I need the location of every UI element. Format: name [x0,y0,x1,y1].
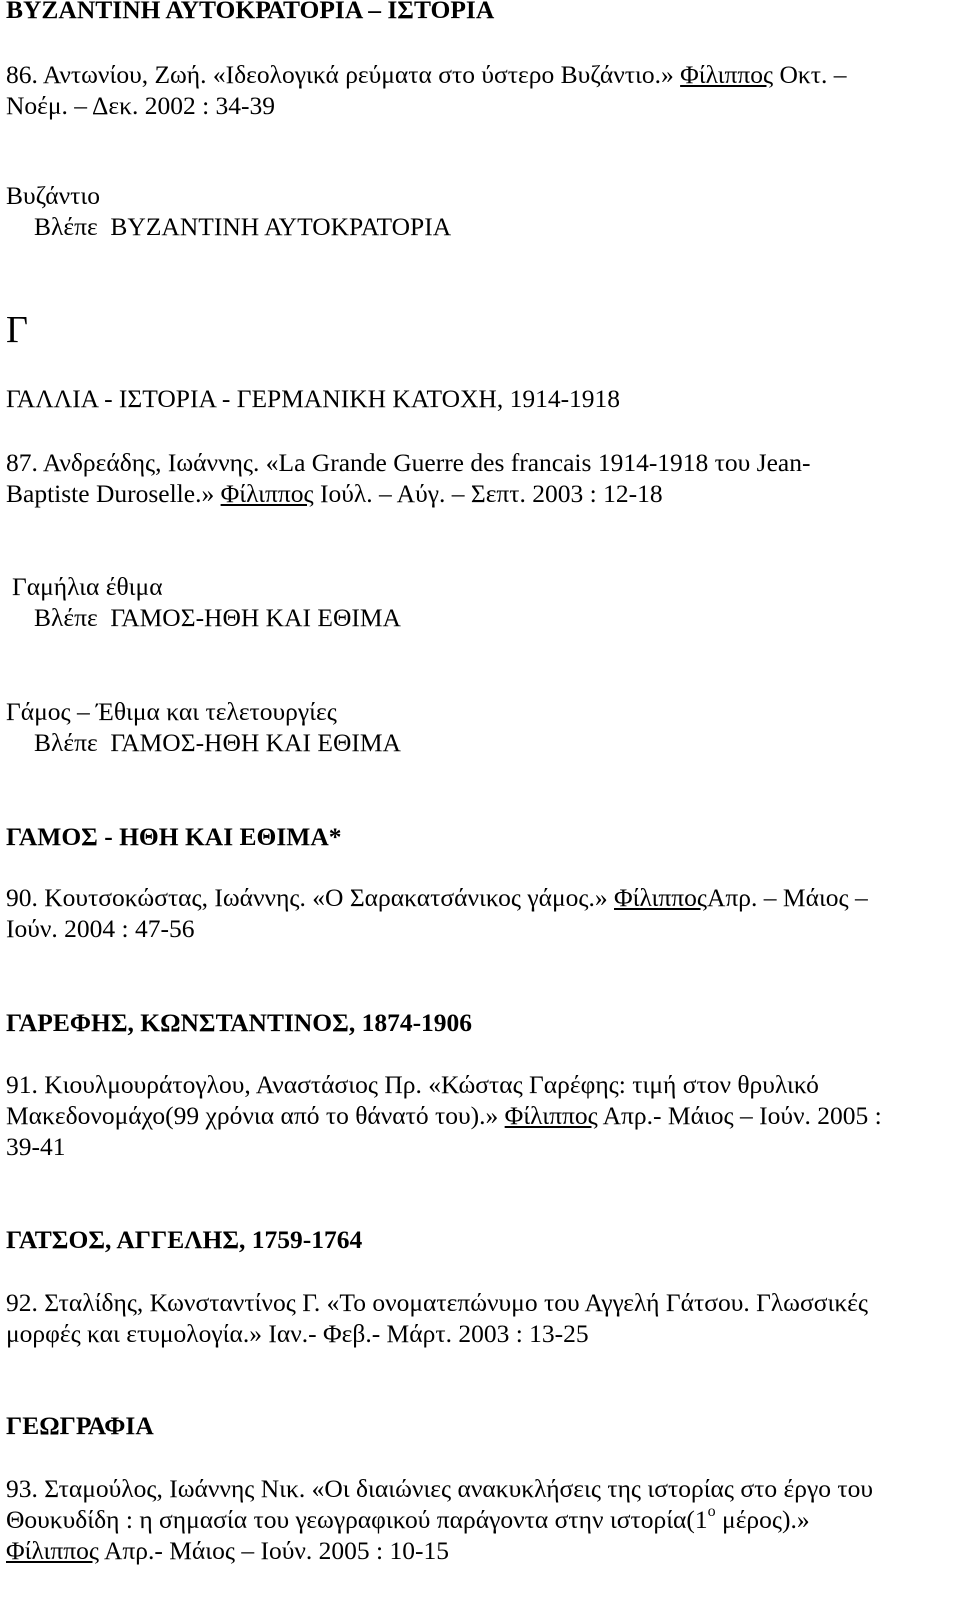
entry-87-line-1: 87. Ανδρεάδης, Ιωάννης. «La Grande Guerre des francais 1914-1918 του Jean- [6,448,811,477]
entry-91-line-3: 39-41 [6,1132,66,1161]
see-also-term-byzantio: Βυζάντιο [6,181,101,210]
entry-93-superscript: ο [707,1503,716,1520]
entry-86-line-2: Νοέμ. – Δεκ. 2002 : 34-39 [6,91,276,120]
entry-91-journal-link[interactable]: Φίλιππος [504,1101,598,1130]
entry-91-tail: Απρ.- Μάιος – Ιούν. 2005 : [602,1101,882,1130]
entry-87-line-2 [6,478,946,509]
entry-86-line-1 [6,59,946,90]
entry-93-line-1: 93. Σταμούλος, Ιωάννης Νικ. «Οι διαιώνιες ανακυκλήσεις της ιστορίας στο έργο του [6,1474,873,1503]
heading-gatsos: ΓΑΤΣΟΣ, ΑΓΓΕΛΗΣ, 1759-1764 [6,1225,363,1254]
see-label: Βλέπε [34,603,98,632]
entry-93-line-3 [6,1535,946,1566]
entry-90-line-2: Ιούν. 2004 : 47-56 [6,914,195,943]
entry-93-tail: Απρ.- Μάιος – Ιούν. 2005 : 10-15 [103,1536,449,1565]
entry-90-line-1 [6,882,946,913]
entry-90-text: 90. Κουτσοκώστας, Ιωάννης. «Ο Σαρακατσάνικος γάμος.» [6,883,608,912]
entry-91-text: Μακεδονομάχο(99 χρόνια από το θάνατό του).» [6,1101,499,1130]
entry-92-line-1: 92. Σταλίδης, Κωνσταντίνος Γ. «Το ονοματεπώνυμο του Αγγελή Γάτσου. Γλωσσικές [6,1288,868,1317]
see-target[interactable]: ΓΑΜΟΣ-ΗΘΗ ΚΑΙ ΕΘΙΜΑ [110,728,401,757]
entry-93-text: Θουκυδίδη : η σημασία του γεωγραφικού παράγοντα στην ιστορία(1 [6,1505,708,1534]
see-also-term-gamilia: Γαμήλια έθιμα [12,572,163,601]
heading-geografia: ΓΕΩΓΡΑΦΙΑ [6,1411,154,1440]
see-also-ref-gamos-ethima [6,727,946,758]
see-target[interactable]: ΓΑΜΟΣ-ΗΘΗ ΚΑΙ ΕΘΙΜΑ [110,603,401,632]
entry-93-text-end: μέρος).» [715,1505,810,1534]
entry-93-journal-link[interactable]: Φίλιππος [6,1536,100,1565]
entry-87-journal-link[interactable]: Φίλιππος [220,479,314,508]
section-letter-gamma: Γ [6,309,28,351]
see-also-term-gamos-ethima: Γάμος – Έθιμα και τελετουργίες [6,697,337,726]
see-also-ref-byzantio [6,211,946,242]
entry-90-tail: Απρ. – Μάιος – [707,883,868,912]
see-also-ref-gamilia [6,602,946,633]
entry-93-line-2 [6,1504,946,1535]
entry-86-tail: Οκτ. – [779,60,847,89]
see-target[interactable]: ΒΥΖΑΝΤΙΝΗ ΑΥΤΟΚΡΑΤΟΡΙΑ [110,212,452,241]
entry-87-tail: Ιούλ. – Αύγ. – Σεπτ. 2003 : 12-18 [319,479,663,508]
heading-byzantine-history: ΒΥΖΑΝΤΙΝΗ ΑΥΤΟΚΡΑΤΟΡΙΑ – ΙΣΤΟΡΙΑ [6,0,495,24]
heading-gamos: ΓΑΜΟΣ - ΗΘΗ ΚΑΙ ΕΘΙΜΑ* [6,822,342,851]
entry-92-line-2: μορφές και ετυμολογία.» Ιαν.- Φεβ.- Μάρτ. 2003 : 13-25 [6,1319,589,1348]
see-label: Βλέπε [34,728,98,757]
entry-91-line-2 [6,1100,946,1131]
entry-91-line-1: 91. Κιουλμουράτογλου, Αναστάσιος Πρ. «Κώστας Γαρέφης: τιμή στον θρυλικό [6,1070,819,1099]
entry-86-journal-link[interactable]: Φίλιππος [680,60,774,89]
entry-86-text: 86. Αντωνίου, Ζωή. «Ιδεολογικά ρεύματα στο ύστερο Βυζάντιο.» [6,60,674,89]
see-label: Βλέπε [34,212,98,241]
entry-90-journal-link[interactable]: Φίλιππος [614,883,708,912]
entry-87-text: Baptiste Duroselle.» [6,479,215,508]
heading-garefis: ΓΑΡΕΦΗΣ, ΚΩΝΣΤΑΝΤΙΝΟΣ, 1874-1906 [6,1008,473,1037]
heading-gallia-history: ΓΑΛΛΙΑ - ΙΣΤΟΡΙΑ - ΓΕΡΜΑΝΙΚΗ ΚΑΤΟΧΗ, 1914-1918 [6,384,621,413]
